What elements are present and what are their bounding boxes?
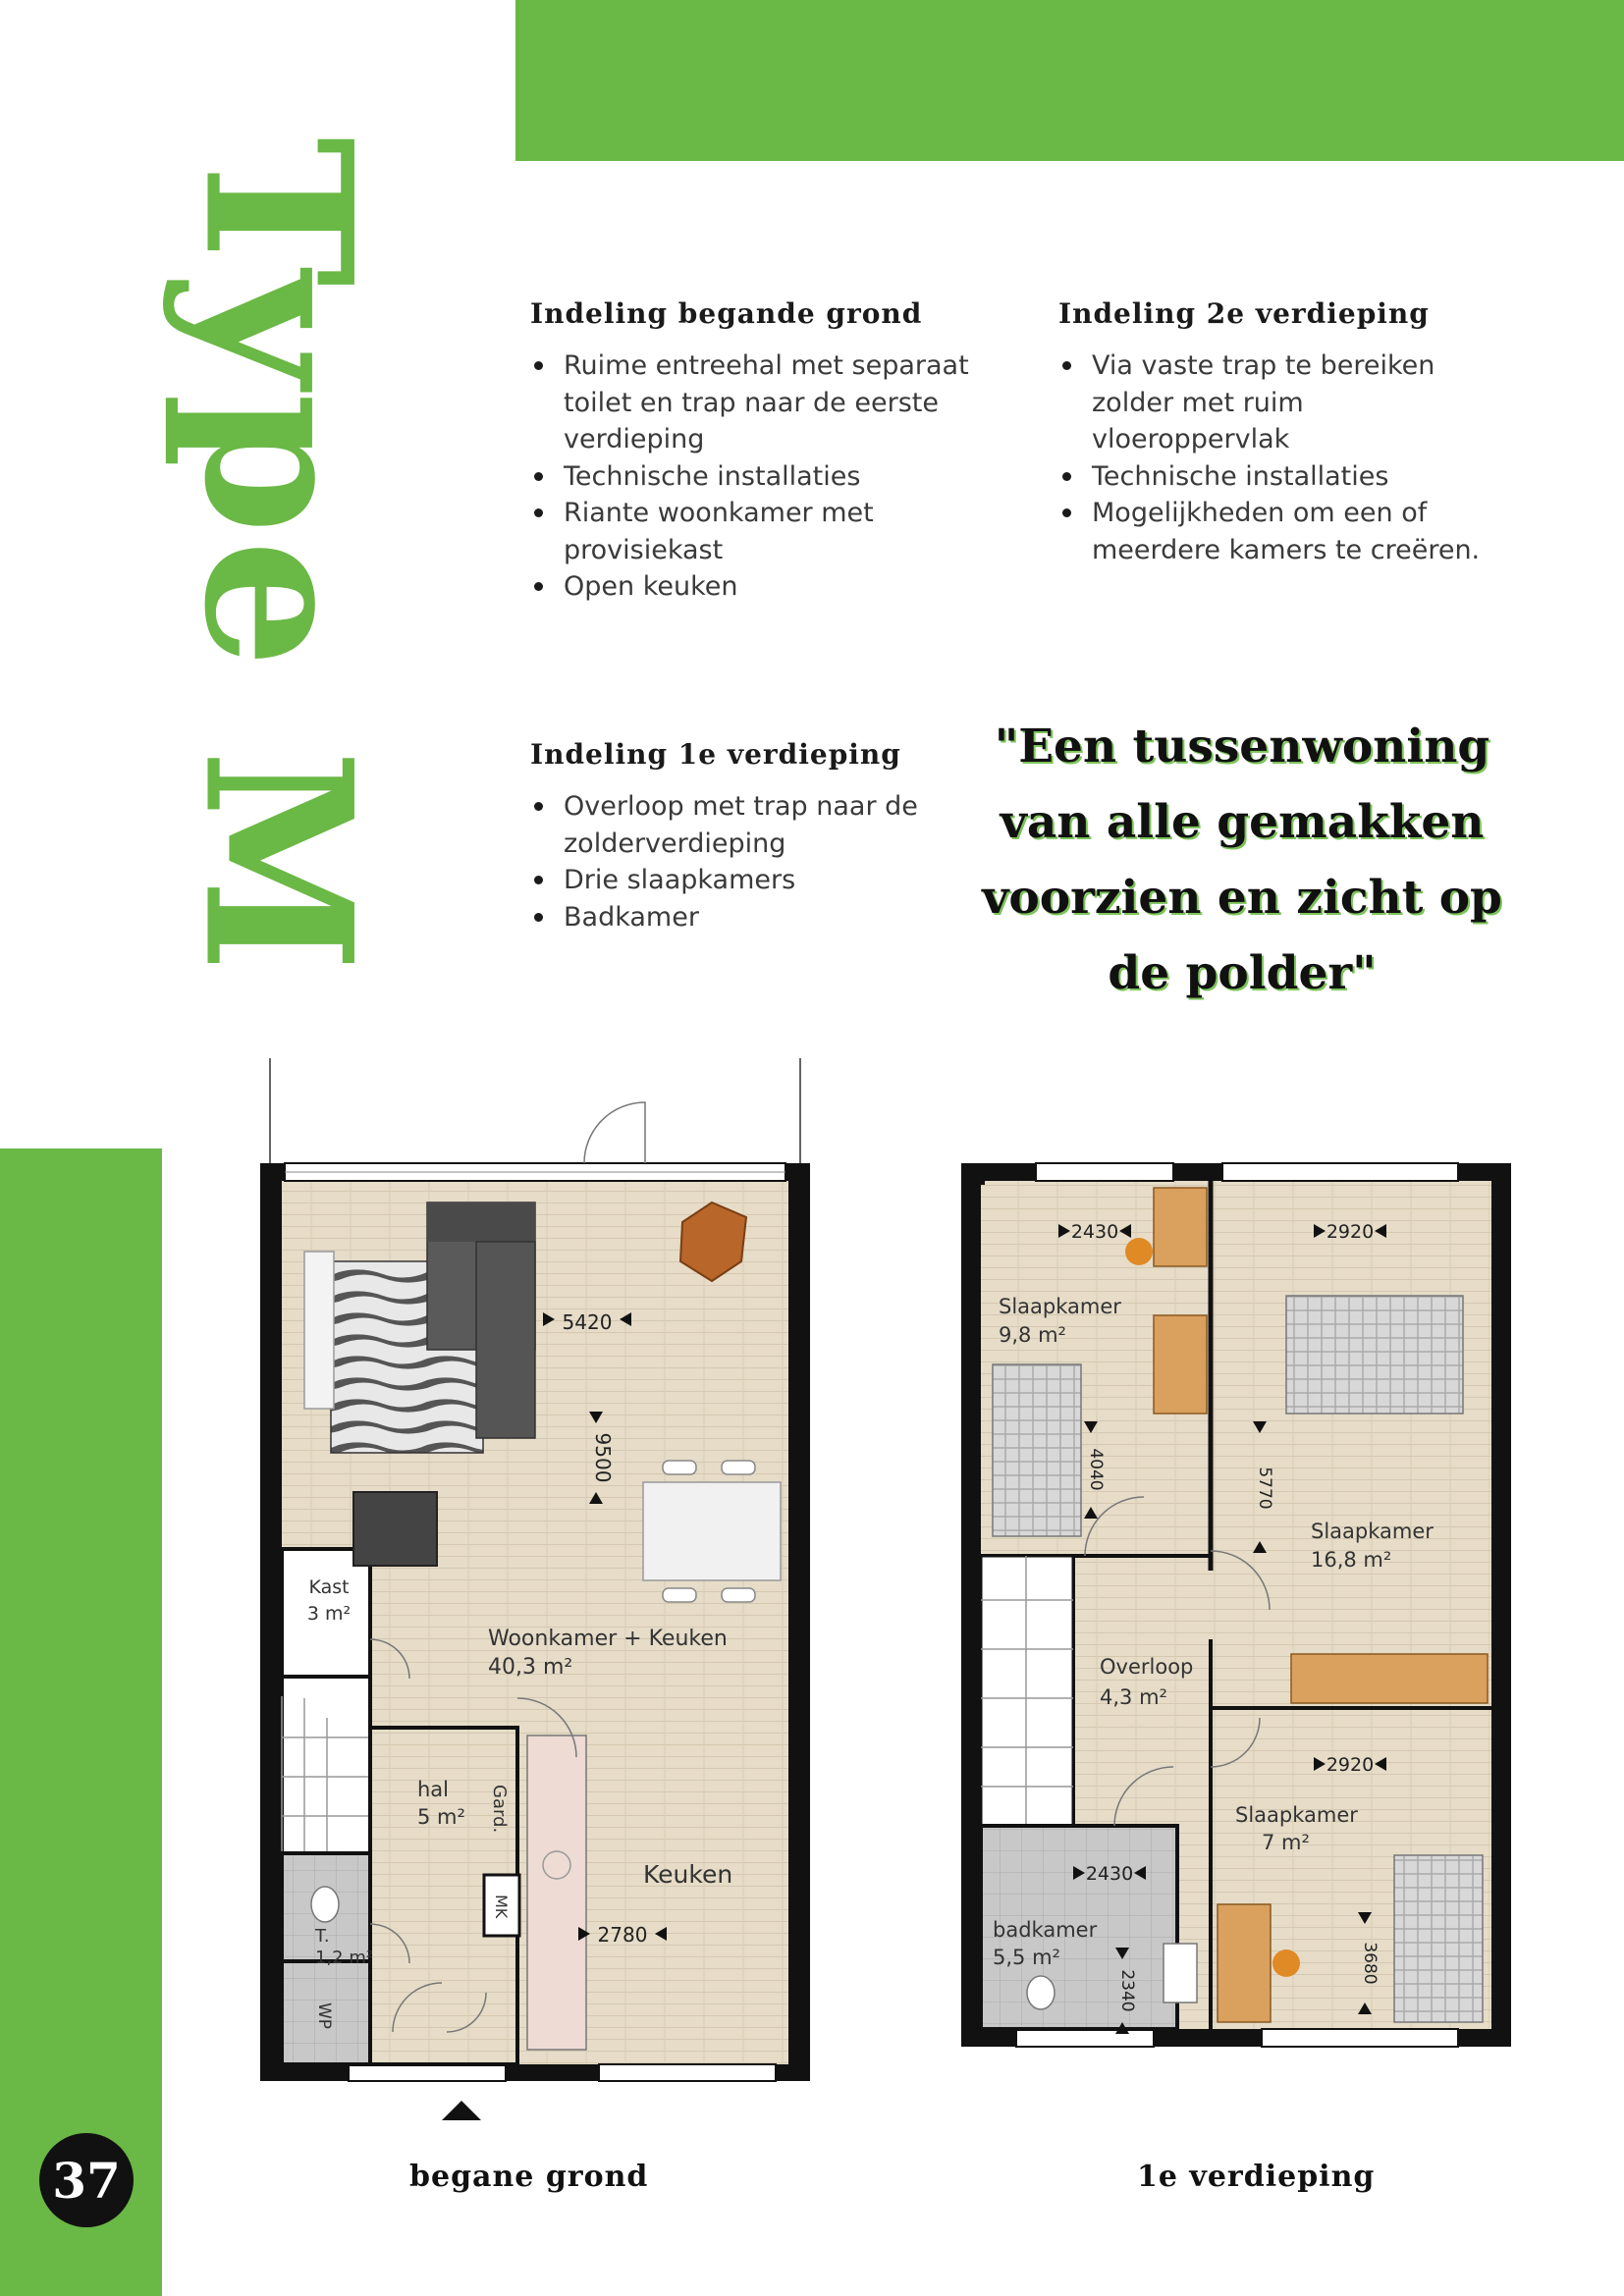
page-title: Type M: [159, 136, 396, 979]
room-sk2-area: 16,8 m²: [1311, 1548, 1392, 1572]
room-mk: MK: [492, 1895, 511, 1919]
room-sk1-area: 9,8 m²: [999, 1323, 1066, 1347]
room-kast-area: 3 m²: [306, 1603, 352, 1625]
feature-list: [1058, 347, 1490, 568]
room-woon-area: 40,3 m²: [488, 1655, 573, 1680]
section-ground-floor: [530, 297, 982, 606]
list-item: Mogelijkheden om een of meerdere kamers te creëren.: [1058, 495, 1490, 568]
side-green-banner: [0, 1148, 162, 2296]
ground-floor-plan: [250, 1050, 820, 2140]
section-heading: Indeling 2e verdieping: [1058, 297, 1430, 330]
list-item: Overloop met trap naar de zolderverdieping: [530, 788, 943, 862]
section-second-floor: [1058, 297, 1490, 568]
dim-kitchen: 2780: [597, 1923, 648, 1947]
list-item: Technische installaties: [1058, 458, 1490, 496]
quote: "Een tussenwoning van alle gemakken voorzien en zicht op de polder": [982, 720, 1502, 1000]
list-item: Riante woonkamer met provisiekast: [530, 495, 982, 568]
dim-4040: 4040: [1086, 1448, 1106, 1491]
list-item: Ruime entreehal met separaat toilet en trap naar de eerste verdieping: [530, 347, 982, 458]
list-item: Open keuken: [530, 568, 982, 606]
list-item: Via vaste trap te bereiken zolder met ruim vloeroppervlak: [1058, 347, 1490, 458]
room-overloop-name: Overloop: [1100, 1655, 1194, 1679]
first-plan-label: 1e verdieping: [1137, 2160, 1376, 2194]
dim-2920b: 2920: [1326, 1754, 1375, 1776]
dim-2430b: 2430: [1085, 1863, 1134, 1885]
feature-list: [530, 347, 982, 606]
section-heading: Indeling 1e verdieping: [530, 738, 901, 771]
ground-plan-label: begane grond: [409, 2160, 649, 2194]
room-sk3-name: Slaapkamer: [1235, 1803, 1358, 1827]
dim-width: 5420: [562, 1310, 613, 1334]
section-first-floor: [530, 738, 943, 935]
list-item: Technische installaties: [530, 458, 982, 496]
room-wp: WP: [314, 2002, 334, 2030]
list-item: Badkamer: [530, 899, 943, 936]
room-toilet-area: 1,2 m²: [315, 1948, 374, 1968]
dim-2920a: 2920: [1326, 1221, 1375, 1243]
dim-2340: 2340: [1117, 1969, 1137, 2012]
room-woon-name: Woonkamer + Keuken: [488, 1627, 728, 1651]
page-number: 37: [39, 2133, 134, 2227]
dim-2430a: 2430: [1070, 1221, 1119, 1243]
room-sk3-area: 7 m²: [1262, 1831, 1310, 1854]
room-bad-name: badkamer: [993, 1918, 1098, 1942]
feature-list: [530, 788, 943, 935]
section-heading: Indeling begande grond: [530, 297, 923, 330]
first-floor-plan: [957, 1139, 1517, 2091]
room-bad-area: 5,5 m²: [993, 1946, 1060, 1969]
room-hal-area: 5 m²: [417, 1805, 465, 1829]
dim-5770: 5770: [1255, 1467, 1274, 1510]
room-kast-name: Kast: [308, 1576, 350, 1598]
dim-3680: 3680: [1360, 1942, 1380, 1985]
room-toilet-name: T.: [315, 1926, 330, 1947]
dim-length: 9500: [591, 1432, 615, 1483]
room-keuken: Keuken: [643, 1860, 733, 1889]
room-gard: Gard.: [489, 1785, 510, 1834]
top-green-banner: [515, 0, 1624, 161]
list-item: Drie slaapkamers: [530, 862, 943, 899]
room-sk1-name: Slaapkamer: [999, 1295, 1121, 1318]
room-overloop-area: 4,3 m²: [1100, 1685, 1167, 1709]
room-sk2-name: Slaapkamer: [1311, 1520, 1434, 1543]
room-hal-name: hal: [417, 1778, 450, 1801]
